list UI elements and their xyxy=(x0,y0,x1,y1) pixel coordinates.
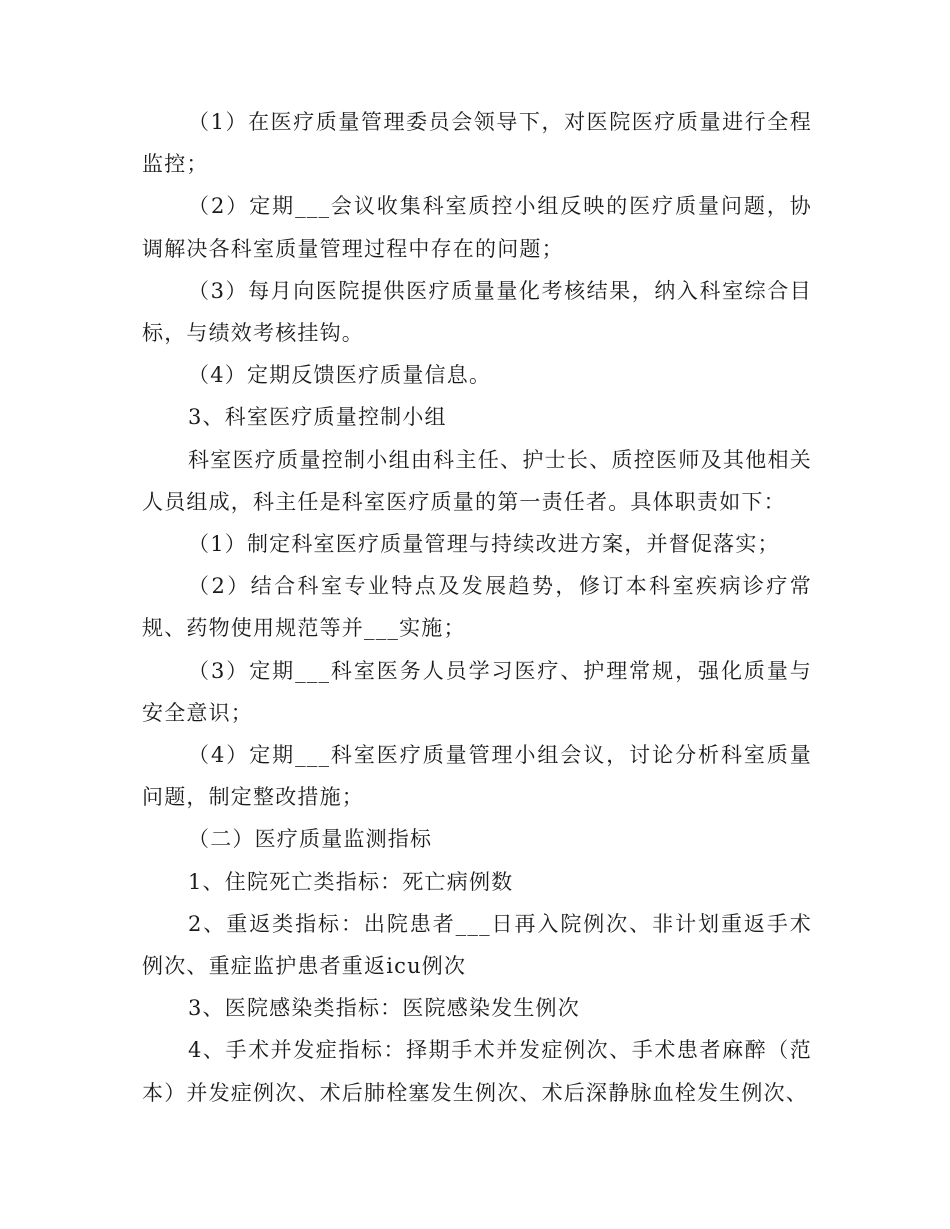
paragraph-dept-duty-2: （2）结合科室专业特点及发展趋势，修订本科室疾病诊疗常规、药物使用规范等并___实施； xyxy=(142,574,812,641)
paragraph-indicator-1: 1、住院死亡类指标：死亡病例数 xyxy=(188,869,514,894)
paragraph-indicator-4: 4、手术并发症指标：择期手术并发症例次、手术患者麻醉（范本）并发症例次、术后肺栓塞发生例次、术后深静脉血栓发生例次、 xyxy=(142,1038,812,1105)
paragraph-indicator-3: 3、医院感染类指标：医院感染发生例次 xyxy=(188,996,580,1021)
paragraph-dept-group-intro: 科室医疗质量控制小组由科主任、护士长、质控医师及其他相关人员组成，科主任是科室医疗质量的第一责任者。具体职责如下： xyxy=(142,447,812,514)
paragraph-committee-duty-4: （4）定期反馈医疗质量信息。 xyxy=(188,363,492,388)
section-heading-indicators: （二）医疗质量监测指标 xyxy=(188,827,433,852)
paragraph-dept-duty-3: （3）定期___科室医务人员学习医疗、护理常规，强化质量与安全意识； xyxy=(142,658,812,725)
section-heading-dept-group: 3、科室医疗质量控制小组 xyxy=(188,405,447,430)
document-body xyxy=(142,101,812,1114)
paragraph-committee-duty-3: （3）每月向医院提供医疗质量量化考核结果，纳入科室综合目标，与绩效考核挂钩。 xyxy=(142,278,812,346)
paragraph-dept-duty-1: （1）制定科室医疗质量管理与持续改进方案，并督促落实； xyxy=(188,532,780,557)
paragraph-indicator-2: 2、重返类指标：出院患者___日再入院例次、非计划重返手术例次、重症监护患者重返icu例次 xyxy=(142,911,812,979)
paragraph-committee-duty-2: （2）定期___会议收集科室质控小组反映的医疗质量问题，协调解决各科室质量管理过程中存在的问题； xyxy=(142,194,812,261)
paragraph-dept-duty-4: （4）定期___科室医疗质量管理小组会议，讨论分析科室质量问题，制定整改措施； xyxy=(142,743,812,810)
paragraph-committee-duty-1: （1）在医疗质量管理委员会领导下，对医院医疗质量进行全程监控； xyxy=(142,110,812,177)
